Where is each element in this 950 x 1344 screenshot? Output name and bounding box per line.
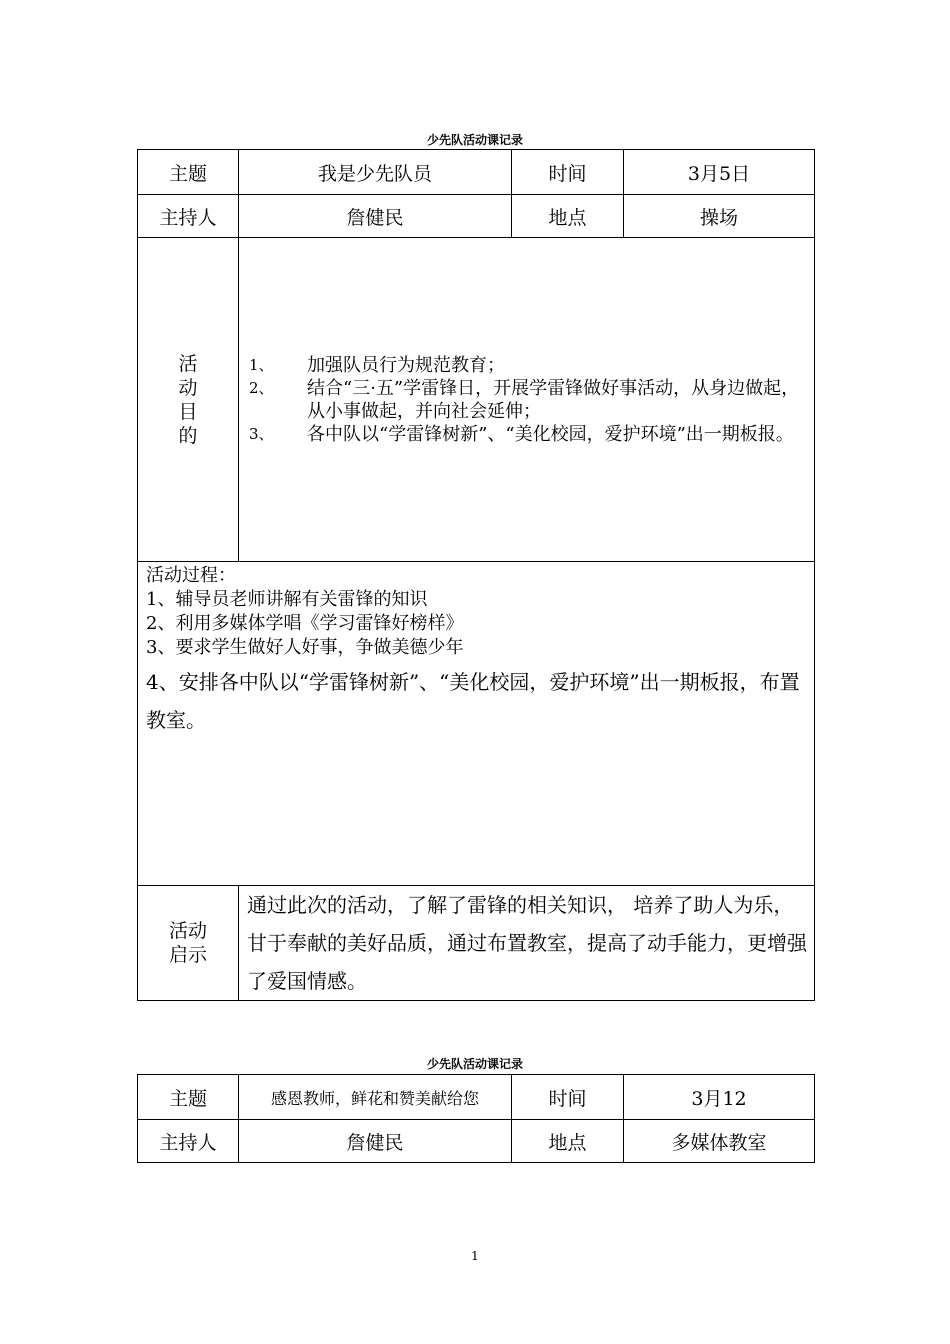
- insight-label: 活动 启示: [138, 886, 239, 1001]
- record1-caption: 少先队活动课记录: [426, 133, 523, 147]
- insight-text: 通过此次的活动，了解了雷锋的相关知识， 培养了助人为乐，甘于奉献的美好品质，通过布置教室，提高了动手能力，更增强了爱国情感。: [239, 886, 815, 1001]
- purpose-item: 3、 各中队以“学雷锋树新”、“美化校园，爱护环境”出一期板报。: [249, 423, 794, 445]
- record2-table: [137, 1074, 815, 1163]
- theme-value: 感恩教师，鲜花和赞美献给您: [239, 1075, 512, 1120]
- purpose-label: 活 动 目 的: [138, 238, 239, 562]
- process-section: [138, 562, 815, 886]
- process-item: 1、辅导员老师讲解有关雷锋的知识: [146, 589, 428, 610]
- place-value: 多媒体教室: [624, 1120, 815, 1163]
- record1-table: [137, 149, 815, 1001]
- theme-value: 我是少先队员: [239, 150, 512, 195]
- process-item: 3、要求学生做好人好事，争做美德少年: [146, 637, 464, 658]
- time-value: 3月12: [624, 1075, 815, 1120]
- purpose-list: [239, 238, 815, 562]
- place-value: 操场: [624, 195, 815, 238]
- page-number: 1: [471, 1249, 479, 1263]
- purpose-item: 1、 加强队员行为规范教育；: [249, 354, 505, 376]
- process-title: 活动过程：: [146, 565, 236, 586]
- purpose-item: 2、 结合“三·五”学雷锋日，开展学雷锋做好事活动，从身边做起，从小事做起，并向社会延伸；: [249, 377, 800, 422]
- time-value: 3月5日: [624, 150, 815, 195]
- time-label: 时间: [512, 1075, 624, 1120]
- theme-label: 主题: [138, 1075, 239, 1120]
- record2-caption: 少先队活动课记录: [426, 1057, 523, 1071]
- host-label: 主持人: [138, 1120, 239, 1163]
- place-label: 地点: [512, 195, 624, 238]
- process-item: 4、安排各中队以“学雷锋树新”、“美化校园，爱护环境”出一期板报，布置教室。: [146, 670, 800, 732]
- theme-label: 主题: [138, 150, 239, 195]
- host-value: 詹健民: [239, 195, 512, 238]
- host-value: 詹健民: [239, 1120, 512, 1163]
- host-label: 主持人: [138, 195, 239, 238]
- time-label: 时间: [512, 150, 624, 195]
- place-label: 地点: [512, 1120, 624, 1163]
- process-item: 2、利用多媒体学唱《学习雷锋好榜样》: [146, 613, 464, 634]
